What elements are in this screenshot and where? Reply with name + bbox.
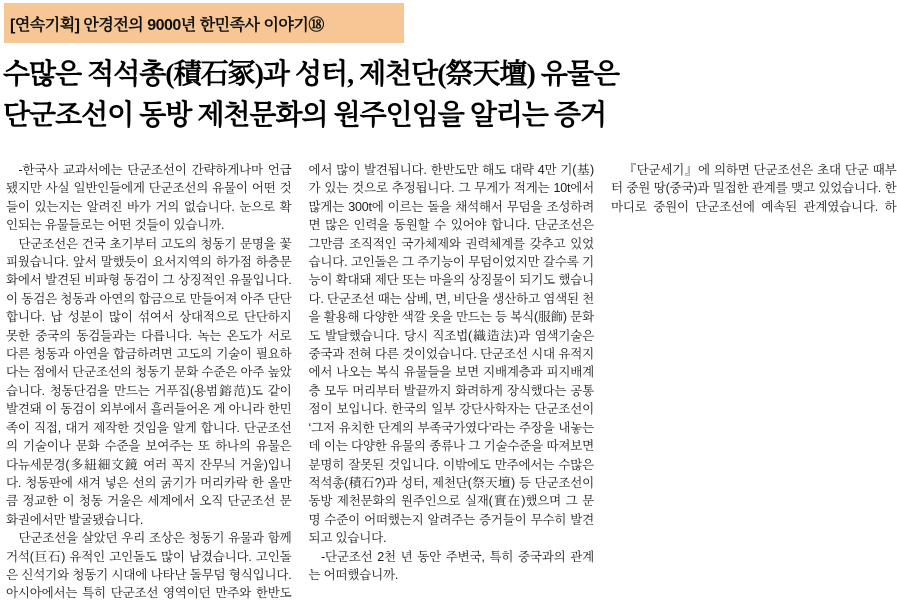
article-body [6,161,897,603]
headline-line-1: 수많은 적석총(積石冢)과 성터, 제천단(祭天壇) 유물은 [3,59,620,90]
article-paragraph-question-1: -한국사 교과서에는 단군조선이 간략하게나마 언급됐지만 사실 일반인들에게 단군조선의 유물이 어떤 것들이 있는지는 알려진 바가 거의 없습니다. 눈으로 확인되는 유물들로는 어떤 것들이 있습니까. [6,163,292,233]
article-paragraph-answer-1: 단군조선은 건국 초기부터 고도의 청동기 문명을 꽃피웠습니다. 앞서 말했듯이 요서지역의 하가점 하층문화에서 발견된 비파형 동검이 그 상징적인 유물입니다. 이 동검은 청동과 아연의 합금으로 만들어져 아주 단단합니다. 납 성분이 많이 섞여서 상대적으로 단단하지 못한 중국의 동검들과는 다릅니다. 녹는 온도가 서로 다른 청동과 아연을 합금하려면 고도의 기술이 필요하다는 점에서 단군조선의 청동기 문화 수준은 아주 높았습니다. 청동단검을 만드는 거푸집(용범鎔范)도 같이 발견돼 이 동검이 외부에서 흘러들어온 게 아니라 한민족이 직접, 대거 제작한 것임을 알게 합니다. 단군조선의 기술이나 문화 수준을 보여주는 또 하나의 유물은 다뉴세문경(多紐細文鏡 여러 꼭지 잔무늬 거울)입니다. 청동판에 새겨 넣은 선의 굵기가 머리카락 한 올만큼 정교한 이 청동 거울은 세계에서 오직 단군조선 문화권에서만 발굴됐습니다. [6,236,292,527]
article-paragraph-answer-3: 『단군세기』에 의하면 단군조선은 초대 단군 때부터 중원 땅(중국)과 밀접한 관계를 맺고 있었습니다. 한마디로 중원이 단군조선에 예속된 관계였습니다. 하 [611,163,897,214]
headline-line-2: 단군조선이 동방 제천문화의 원주인임을 알리는 증거 [3,100,607,131]
series-banner [4,3,404,43]
article-paragraph-answer-2: 단군조선을 살았던 우리 조상은 청동기 유물과 함께 거석(巨石) 유적인 고인돌도 많이 남겼습니다. 고인돌은 신석기와 청동기 시대에 나타난 돌무덤 형식입니다. 아시아에서는 특히 단군조선 영역이던 만주와 한반도에서 많이 발견됩니다. 한반도만 해도 대략 4만 기(基)가 있는 것으로 추정됩니다. 그 무게가 적게는 10t에서 많게는 300t에 이르는 돌을 채석해서 무덤을 조성하려면 많은 인력을 동원할 수 있어야 합니다. 단군조선은 그만큼 조직적인 국가체제와 권력체계를 갖추고 있었습니다. 고인돌은 그 주기능이 무덤이었지만 갈수록 기능이 확대돼 제단 또는 마을의 상징물이 되기도 했습니다. 단군조선 때는 삼베, 면, 비단을 생산하고 염색된 천을 활용해 다양한 색깔 옷을 만드는 등 복식(服飾) 문화도 발달했습니다. 당시 직조법(織造法)과 염색기술은 중국과 전혀 다른 것이었습니다. 단군조선 시대 유적지에서 나오는 복식 유물들을 보면 지배계층과 피지배계층 모두 머리부터 발끝까지 화려하게 장식했다는 공통점이 보입니다. 한국의 일부 강단사학자는 단군조선이 ‘그저 유치한 단계의 부족국가였다’라는 주장을 내놓는데 이는 다양한 유물의 종류나 그 기술수준을 따져보면 분명히 잘못된 것입니다. 이밖에도 만주에서는 수많은 적석총(積石?)과 성터, 제천단(祭天壇) 등 단군조선이 동방 제천문화의 원주인으로 실재(實在)했으며 그 문명 수준이 어떠했는지 알려주는 증거들이 무수히 발견되고 있습니다. [6,163,594,601]
article-headline [3,54,620,136]
series-banner-text: [연속기획] 안경전의 9000년 한민족사 이야기⑱ [10,16,324,34]
article-paragraph-question-2: -단군조선 2천 년 동안 주변국, 특히 중국과의 관계는 어떠했습니까. [308,549,594,582]
